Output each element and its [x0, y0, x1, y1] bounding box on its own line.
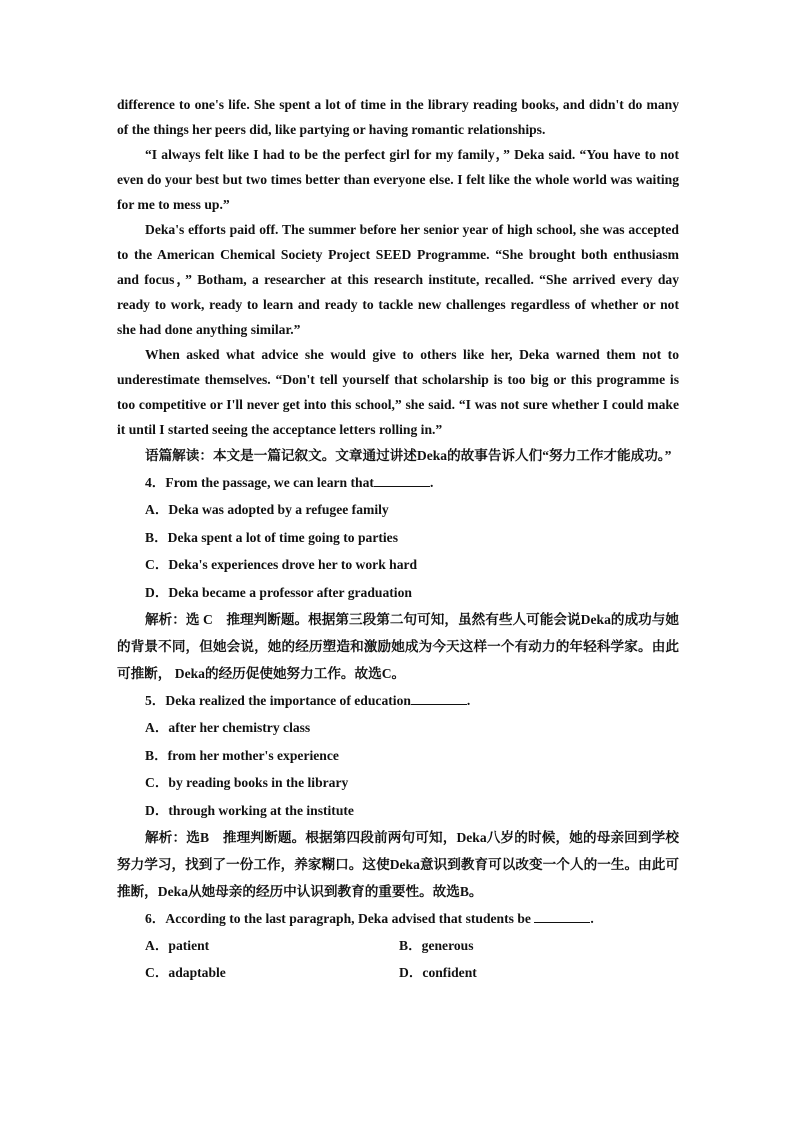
- question-4-stem: [117, 469, 679, 496]
- question-5-option-d: D．through working at the institute: [145, 802, 354, 818]
- passage-paragraph-1: difference to one's life. She spent a lot of time in the library reading books, and didn't do many of the things her peers did, like partying or having romantic relationships.: [117, 97, 679, 137]
- explanation-label: 解析：: [145, 830, 187, 845]
- passage-analysis: [117, 442, 679, 469]
- question-5-text: 5．Deka realized the importance of education: [145, 693, 411, 708]
- question-5-explanation: [117, 824, 679, 905]
- passage-paragraph-3: Deka's efforts paid off. The summer before her senior year of high school, she was accepted to the American Chemical Society Project SEED Programme. “She brought both enthusiasm and focus，” Botham, a researcher at this research institute, recalled. “She arrived every day ready to work, ready to learn and ready to tackle new challenges regardless of whether or not she had done anything similar.”: [117, 222, 679, 337]
- question-6-options-row-2: [117, 959, 679, 986]
- question-6-option-a: A．patient: [145, 938, 210, 953]
- explanation-label: 解析：: [145, 612, 186, 627]
- question-4-option-a: A．Deka was adopted by a refugee family: [145, 502, 389, 517]
- passage-paragraph-2: “I always felt like I had to be the perfect girl for my family，” Deka said. “You have to not even do your best but two times better than everyone else. I felt like the whole world was waiting for me to mess up.”: [117, 147, 679, 212]
- question-4-option-c: C．Deka's experiences drove her to work hard: [145, 557, 418, 572]
- question-4-option-d: D．Deka became a professor after graduation: [145, 584, 412, 600]
- question-6-stem: [117, 905, 679, 932]
- explanation-text: 选 C 推理判断题。根据第三段第二句可知，虽然有些人可能会说Deka的成功与她的背景不同，但她会说，她的经历塑造和激励她成为今天这样一个有动力的年轻科学家。由此可推断， Deka的经历促使她努力工作。故选C。: [117, 612, 680, 681]
- question-6-option-b: B．generous: [399, 938, 474, 953]
- question-4-text: 4．From the passage, we can learn that: [145, 475, 374, 490]
- question-6-option-d: D．confident: [399, 965, 477, 980]
- question-5-option-a: A．after her chemistry class: [145, 720, 311, 735]
- explanation-text: 选B 推理判断题。根据第四段前两句可知，Deka八岁的时候，她的母亲回到学校努力学习，找到了一份工作，养家糊口。这使Deka意识到教育可以改变一个人的一生。由此可推断，Deka从她母亲的经历中认识到教育的重要性。故选B。: [117, 830, 679, 899]
- question-5-option-b: B．from her mother's experience: [145, 747, 339, 763]
- analysis-label: 语篇解读：: [145, 448, 213, 463]
- document-page: [117, 92, 679, 986]
- question-6-end: .: [590, 911, 594, 926]
- passage-paragraph-4: When asked what advice she would give to others like her, Deka warned them not to underestimate themselves. “Don't tell yourself that scholarship is too big or this programme is too competitive or I'll never get into this school,” she said. “I was not sure whether I could make it until I started seeing the acceptance letters rolling in.”: [117, 347, 679, 437]
- question-5-option-c: C．by reading books in the library: [145, 775, 349, 790]
- question-4-end: .: [429, 475, 434, 490]
- question-6-option-c: C．adaptable: [145, 965, 226, 980]
- answer-blank: [534, 910, 590, 923]
- analysis-text: 本文是一篇记叙文。文章通过讲述Deka的故事告诉人们“努力工作才能成功。”: [212, 448, 672, 463]
- answer-blank: [411, 692, 467, 705]
- question-6-options-row-1: [117, 932, 679, 959]
- answer-blank: [374, 474, 430, 487]
- question-4-option-b: B．Deka spent a lot of time going to parties: [145, 529, 398, 545]
- question-5-end: .: [466, 693, 471, 708]
- question-4-explanation: [117, 606, 679, 687]
- question-6-text: 6．According to the last paragraph, Deka advised that students be: [145, 911, 531, 926]
- question-5-stem: [117, 687, 679, 714]
